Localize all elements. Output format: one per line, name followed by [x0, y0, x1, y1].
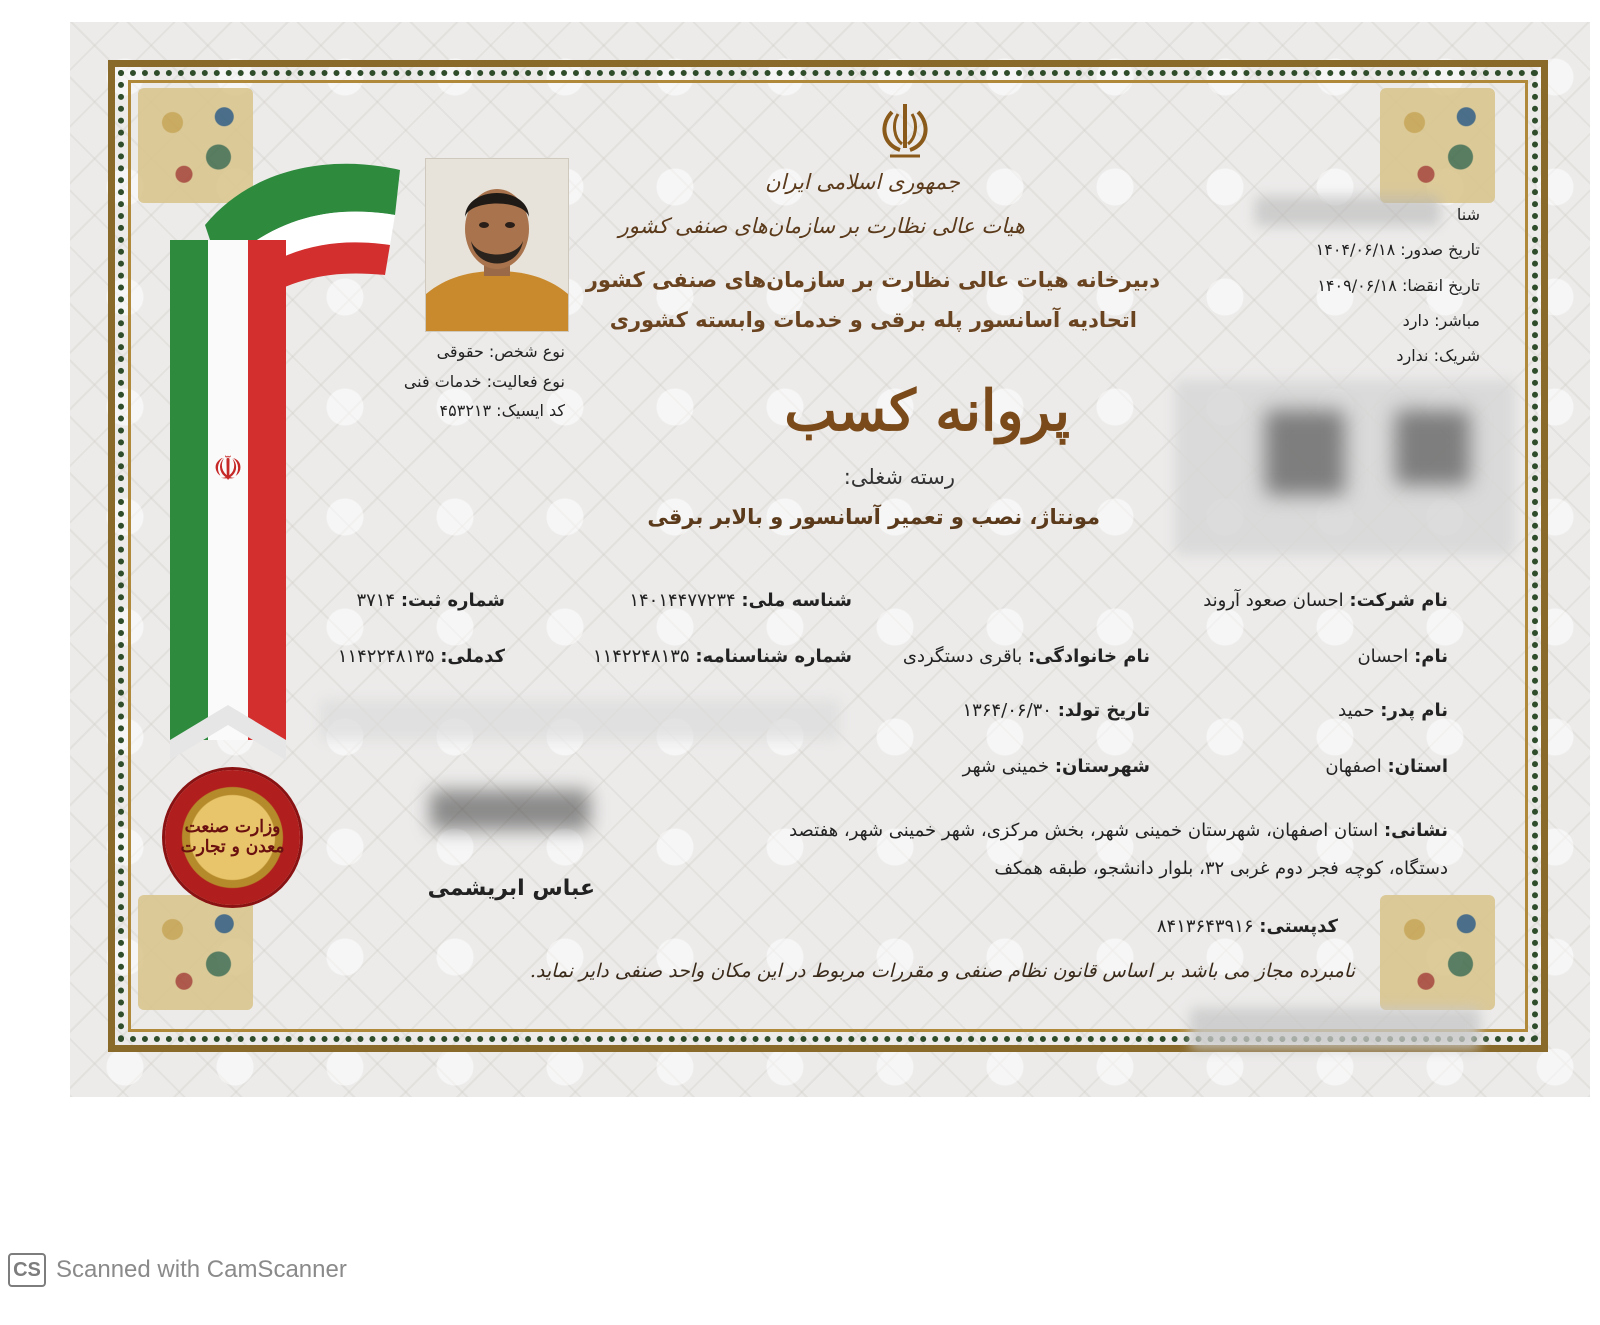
- address-value-1: استان اصفهان، شهرستان خمینی شهر، بخش مرکزی، شهر خمینی شهر، هفتصد: [789, 820, 1379, 841]
- national-code-label: کدملی:: [440, 646, 505, 667]
- company-name-row: [1203, 590, 1448, 611]
- company-name-label: نام شرکت:: [1349, 590, 1448, 611]
- address-line-1: [789, 820, 1448, 841]
- father-name-label: نام پدر:: [1380, 700, 1448, 721]
- redacted-footer-region: [1190, 1008, 1480, 1050]
- union-title: اتحادیه آسانسور پله برقی و خدمات وابسته کشوری: [609, 308, 1137, 332]
- family-name-row: [903, 646, 1150, 667]
- corner-ornament-top-right: [1380, 88, 1495, 203]
- occupation-value: مونتاژ، نصب و تعمیر آسانسور و بالابر برقی: [647, 505, 1100, 529]
- first-name-label: نام:: [1414, 646, 1448, 667]
- registration-number-row: [356, 590, 505, 611]
- birth-date-value: ۱۳۶۴/۰۶/۳۰: [962, 700, 1052, 721]
- camscanner-watermark-text: Scanned with CamScanner: [56, 1256, 347, 1283]
- isic-code: کد ایسیک: ۴۵۳۲۱۳: [439, 401, 565, 420]
- national-id-label: شناسه ملی:: [741, 590, 852, 611]
- company-name-value: احسان صعود آروند: [1203, 590, 1344, 611]
- first-name-value: احسان: [1357, 646, 1409, 667]
- issue-date: تاریخ صدور: ۱۴۰۴/۰۶/۱۸: [1315, 240, 1480, 259]
- corner-ornament-bottom-left: [138, 895, 253, 1010]
- postal-code-label: کدپستی:: [1259, 916, 1338, 937]
- address-label: نشانی:: [1383, 820, 1448, 841]
- id-number-row: [593, 646, 852, 667]
- redacted-field-row3: [320, 700, 840, 740]
- national-id-value: ۱۴۰۱۴۴۷۷۲۳۴: [629, 590, 736, 611]
- redacted-mark-1: [1265, 410, 1345, 495]
- direct-status: مباشر: دارد: [1402, 311, 1480, 330]
- activity-type: نوع فعالیت: خدمات فنی: [403, 372, 565, 391]
- redacted-id-value: [1255, 196, 1440, 226]
- iran-emblem-icon: [870, 100, 940, 160]
- signatory-name: عباس ابریشمی: [427, 876, 595, 901]
- id-number-value: ۱۱۴۲۲۴۸۱۳۵: [592, 646, 690, 667]
- person-type: نوع شخص: حقوقی: [436, 342, 565, 361]
- postal-code-row: [1157, 916, 1338, 937]
- corner-ornament-bottom-right: [1380, 895, 1495, 1010]
- republic-name: جمهوری اسلامی ایران: [765, 170, 960, 194]
- occupation-label: رسته شغلی:: [843, 465, 955, 489]
- id-number-label: شماره شناسنامه:: [695, 646, 852, 667]
- city-label: شهرستان:: [1054, 756, 1150, 777]
- applicant-photo: [425, 158, 569, 332]
- secretariat-title: دبیرخانه هیات عالی نظارت بر سازمان‌های صنفی کشور: [585, 268, 1160, 292]
- father-name-row: [1338, 700, 1448, 721]
- svg-text:☫: ☫: [212, 449, 244, 489]
- redacted-mark-2: [1395, 410, 1470, 485]
- city-value: خمینی شهر: [962, 756, 1050, 777]
- national-code-value: ۱۱۴۲۲۴۸۱۳۵: [337, 646, 435, 667]
- family-name-value: باقری دستگردی: [902, 646, 1023, 667]
- province-label: استان:: [1387, 756, 1448, 777]
- birth-date-row: [963, 700, 1151, 721]
- registration-number-value: ۳۷۱۴: [356, 590, 396, 611]
- ministry-seal: وزارت صنعت معدن و تجارت: [165, 770, 300, 905]
- certificate-title: پروانه کسب: [784, 378, 1070, 444]
- province-row: [1325, 756, 1448, 777]
- board-name-calligraphy: هیات عالی نظارت بر سازمان‌های صنفی کشور: [618, 214, 1025, 238]
- partner-status: شریک: ندارد: [1396, 346, 1480, 365]
- registration-number-label: شماره ثبت:: [400, 590, 505, 611]
- camscanner-logo: CS: [8, 1253, 46, 1287]
- national-id-row: [629, 590, 852, 611]
- family-name-label: نام خانوادگی:: [1027, 646, 1150, 667]
- city-row: [963, 756, 1150, 777]
- father-name-value: حمید: [1338, 700, 1375, 721]
- footer-legal-note: نامبرده مجاز می باشد بر اساس قانون نظام صنفی و مقررات مربوط در این مکان واحد صنفی دایر نماید.: [529, 960, 1355, 982]
- first-name-row: [1357, 646, 1448, 667]
- birth-date-label: تاریخ تولد:: [1057, 700, 1150, 721]
- address-line-2: دستگاه، کوچه فجر دوم غربی ۳۲، بلوار دانشجو، طبقه همکف: [994, 858, 1448, 879]
- postal-code-value: ۸۴۱۳۶۴۳۹۱۶: [1156, 916, 1254, 937]
- id-label-partial: شنا: [1456, 205, 1480, 224]
- national-code-row: [338, 646, 505, 667]
- redacted-signature: [430, 790, 590, 830]
- expiry-date: تاریخ انقضا: ۱۴۰۹/۰۶/۱۸: [1317, 276, 1480, 295]
- province-value: اصفهان: [1325, 756, 1382, 777]
- iran-flag-ribbon-icon: [165, 145, 410, 765]
